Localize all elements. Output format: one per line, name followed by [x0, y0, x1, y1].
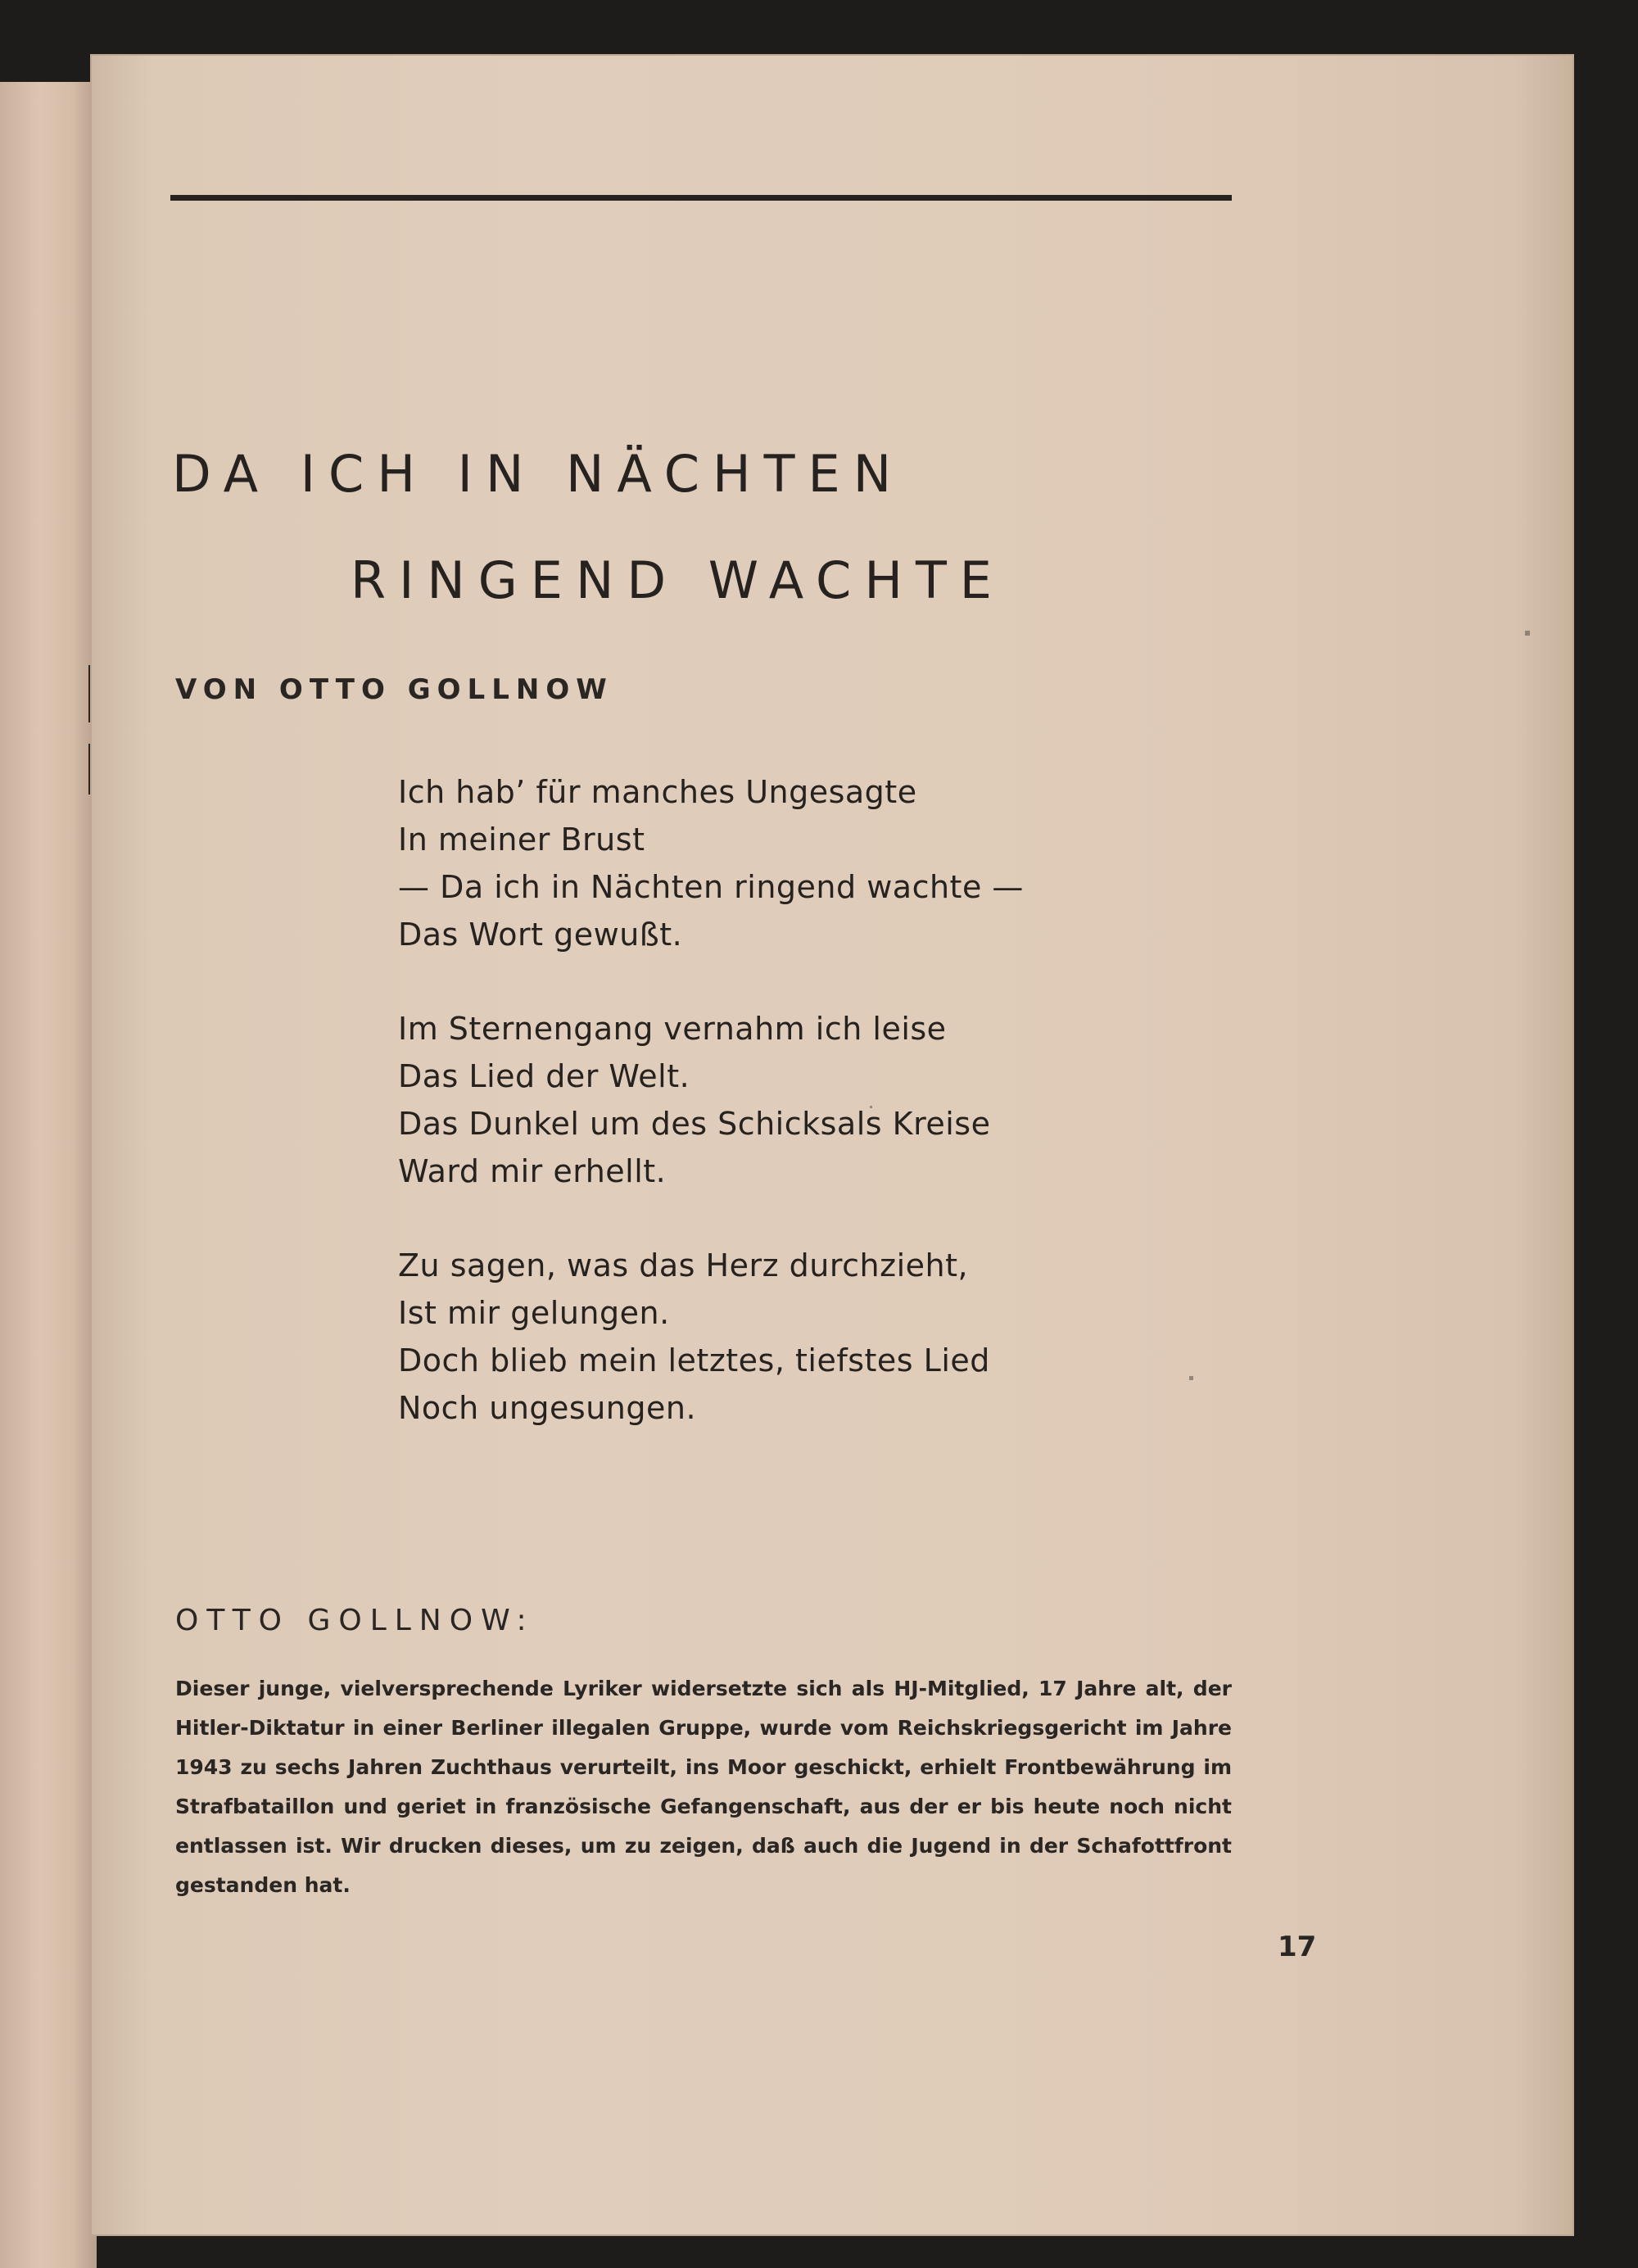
poem-line: Ist mir gelungen.: [398, 1295, 670, 1331]
poem-line: Das Wort gewußt.: [398, 917, 683, 953]
poem-stanza: [398, 768, 1217, 958]
poem-line: Noch ungesungen.: [398, 1390, 697, 1426]
bio-paragraph: Dieser junge, vielversprechende Lyriker widersetzte sich als HJ-Mitglied, 17 Jahre alt, der Hitler-Diktatur in einer Berliner illegalen Gruppe, wurde vom Reichskriegsgericht im Jahre 1943 zu sechs Jahren Zuchthaus verurteilt, ins Moor geschickt, erhielt Frontbewährung im Strafbataillon und geriet in französische Gefangenschaft, aus der er bis heute noch nicht entlassen ist. Wir drucken dieses, um zu zeigen, daß auch die Jugend in der Schafottfront gestanden hat.: [175, 1677, 1232, 1897]
poem-line: Das Dunkel um des Schicksals Kreise: [398, 1106, 991, 1142]
poem-stanza: [398, 1242, 1217, 1432]
poem-body: [398, 768, 1217, 1478]
poem-title-line-1: DA ICH IN NÄCHTEN: [172, 444, 905, 504]
top-rule: [170, 195, 1232, 201]
poem-line: Ward mir erhellt.: [398, 1153, 667, 1189]
poem-line: Doch blieb mein letztes, tiefstes Lied: [398, 1342, 990, 1378]
page-number: 17: [1278, 1931, 1317, 1963]
poem-line: Zu sagen, was das Herz durchzieht,: [398, 1247, 969, 1283]
paper-speck: [1525, 631, 1530, 636]
poem-line: Ich hab’ für manches Ungesagte: [398, 774, 917, 810]
bio-heading: OTTO GOLLNOW:: [175, 1604, 535, 1637]
poem-line: Im Sternengang vernahm ich leise: [398, 1011, 947, 1047]
poem-stanza: [398, 1005, 1217, 1195]
poem-line: In meiner Brust: [398, 822, 645, 858]
author-byline: VON OTTO GOLLNOW: [175, 673, 613, 706]
poem-line: Das Lied der Welt.: [398, 1058, 690, 1094]
poem-line: — Da ich in Nächten ringend wachte —: [398, 869, 1024, 905]
poem-title-line-2: RINGEND WACHTE: [351, 550, 1005, 610]
previous-page-edge: [0, 82, 97, 2268]
